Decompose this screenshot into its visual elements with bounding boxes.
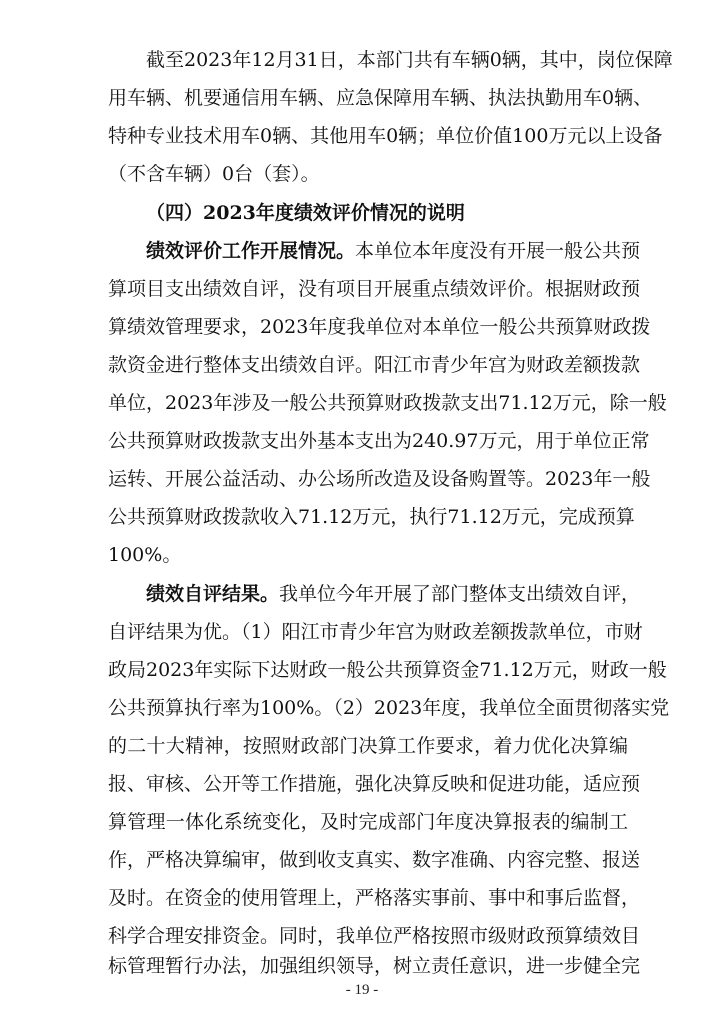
performance-work-first-line-rest: 本单位本年度没有开展一般公共预 <box>355 240 641 262</box>
performance-work-line-3: 算绩效管理要求，2023年度我单位对本单位一般公共预算财政拨 <box>108 316 651 338</box>
performance-work-line-9: 100%。 <box>108 544 182 566</box>
vehicles-paragraph-line-3: 特种专业技术用车0辆、其他用车0辆；单位价值100万元以上设备 <box>108 125 663 147</box>
vehicles-paragraph-line-1: 截至2023年12月31日，本部门共有车辆0辆，其中，岗位保障 <box>146 49 673 71</box>
performance-work-first-line <box>146 233 641 269</box>
vehicles-paragraph-line-4: （不含车辆）0台（套）。 <box>108 163 320 185</box>
page-number: - 19 - <box>345 982 379 998</box>
self-eval-lead: 绩效自评结果。 <box>146 583 280 605</box>
self-eval-line-3: 政局2023年实际下达财政一般公共预算资金71.12万元，财政一般 <box>108 659 667 681</box>
self-eval-line-11: 标管理暂行办法，加强组织领导，树立责任意识，进一步健全完 <box>108 955 641 977</box>
self-eval-line-9: 及时。在资金的使用管理上，严格落实事前、事中和事后监督， <box>108 887 641 909</box>
performance-work-line-2: 算项目支出绩效自评，没有项目开展重点绩效评价。根据财政预 <box>108 278 641 300</box>
performance-work-lead: 绩效评价工作开展情况。 <box>146 240 356 262</box>
performance-work-line-4: 款资金进行整体支出绩效自评。阳江市青少年宫为财政差额拨款 <box>108 354 641 376</box>
section-heading: （四）2023年度绩效评价情况的说明 <box>146 202 465 224</box>
self-eval-line-10: 科学合理安排资金。同时，我单位严格按照市级财政预算绩效目 <box>108 925 641 947</box>
self-eval-line-7: 算管理一体化系统变化，及时完成部门年度决算报表的编制工 <box>108 811 628 833</box>
performance-work-line-5: 单位，2023年涉及一般公共预算财政拨款支出71.12万元，除一般 <box>108 392 667 414</box>
self-eval-line-6: 报、审核、公开等工作措施，强化决算反映和促进功能，适应预 <box>108 773 641 795</box>
self-eval-line-8: 作，严格决算编审，做到收支真实、数字准确、内容完整、报送 <box>108 849 641 871</box>
self-eval-first-line-rest: 我单位今年开展了部门整体支出绩效自评， <box>279 583 641 605</box>
performance-work-line-8: 公共预算财政拨款收入71.12万元，执行71.12万元，完成预算 <box>108 506 635 528</box>
self-eval-line-4: 公共预算执行率为100%。（2）2023年度，我单位全面贯彻落实党 <box>108 697 670 719</box>
self-eval-line-5: 的二十大精神，按照财政部门决算工作要求，着力优化决算编 <box>108 735 628 757</box>
performance-work-line-7: 运转、开展公益活动、办公场所改造及设备购置等。2023年一般 <box>108 468 651 490</box>
performance-work-line-6: 公共预算财政拨款支出外基本支出为240.97万元，用于单位正常 <box>108 430 650 452</box>
self-eval-line-2: 自评结果为优。（1）阳江市青少年宫为财政差额拨款单位，市财 <box>108 621 643 643</box>
self-eval-first-line <box>146 576 641 612</box>
vehicles-paragraph-line-2: 用车辆、机要通信用车辆、应急保障用车辆、执法执勤用车0辆、 <box>108 87 653 109</box>
